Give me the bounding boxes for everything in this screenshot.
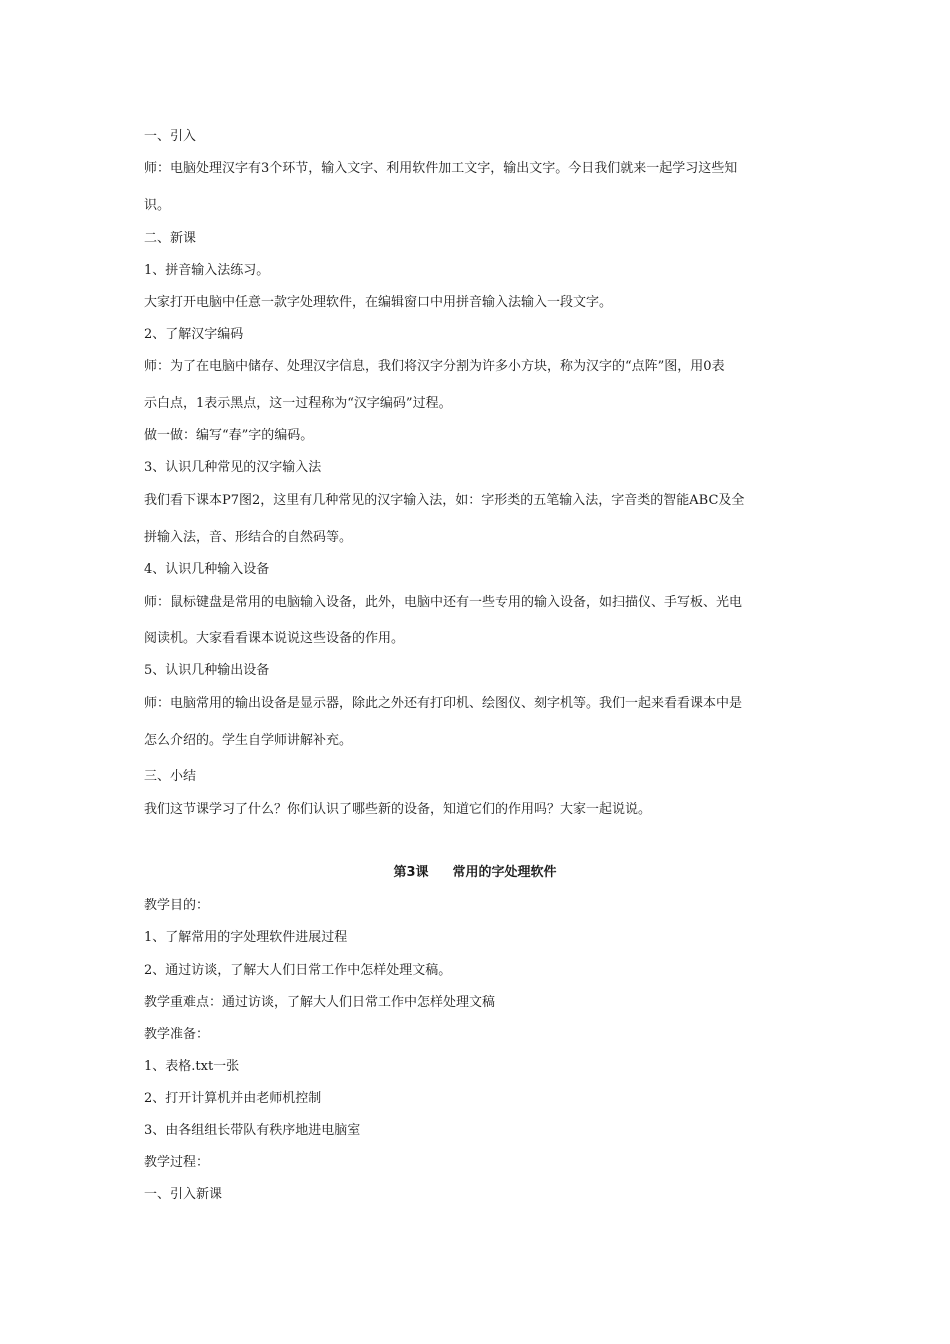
paragraph-line: 怎么介绍的。学生自学师讲解补充。: [144, 733, 353, 748]
paragraph-line: 拼输入法，音、形结合的自然码等。: [144, 530, 353, 545]
list-item: 1、了解常用的字处理软件进展过程: [144, 930, 348, 945]
paragraph-line: 师：电脑常用的输出设备是显示器，除此之外还有打印机、绘图仪、刻字机等。我们一起来看看课本中是: [144, 696, 743, 711]
section-heading-summary: 三、小结: [144, 769, 197, 784]
paragraph-line: 示白点，1表示黑点，这一过程称为“汉字编码”过程。: [144, 396, 452, 411]
paragraph-line: 师：为了在电脑中储存、处理汉字信息，我们将汉字分割为许多小方块，称为汉字的“点阵”图，用0表: [144, 359, 725, 374]
paragraph-line: 大家打开电脑中任意一款字处理软件，在编辑窗口中用拼音输入法输入一段文字。: [144, 295, 613, 310]
paragraph-line: 我们这节课学习了什么？你们认识了哪些新的设备，知道它们的作用吗？大家一起说说。: [144, 802, 652, 817]
list-item: 1、表格.txt一张: [144, 1059, 240, 1074]
list-item: 2、打开计算机并由老师机控制: [144, 1091, 322, 1106]
subsection-heading: 4、认识几种输入设备: [144, 562, 270, 577]
paragraph-line: 做一做：编写“春”字的编码。: [144, 428, 314, 443]
section-heading-new-lesson: 二、新课: [144, 231, 197, 246]
lesson-number: 第3课: [393, 865, 429, 880]
section-heading-intro-new-lesson: 一、引入新课: [144, 1187, 223, 1202]
paragraph-line: 识。: [144, 198, 171, 213]
lesson-title: [0, 864, 950, 882]
lesson-name: 常用的字处理软件: [452, 865, 557, 880]
label-teaching-goals: 教学目的：: [144, 898, 210, 913]
subsection-heading: 2、了解汉字编码: [144, 327, 244, 342]
label-teaching-process: 教学过程：: [144, 1155, 210, 1170]
label-teaching-prep: 教学准备：: [144, 1027, 210, 1042]
paragraph-line: 师：鼠标键盘是常用的电脑输入设备，此外，电脑中还有一些专用的输入设备，如扫描仪、手写板、光电: [144, 595, 743, 610]
subsection-heading: 1、拼音输入法练习。: [144, 263, 270, 278]
key-points-line: 教学重难点：通过访谈，了解大人们日常工作中怎样处理文稿: [144, 995, 496, 1010]
paragraph-line: 阅读机。大家看看课本说说这些设备的作用。: [144, 631, 405, 646]
paragraph-line: 师：电脑处理汉字有3个环节，输入文字、利用软件加工文字，输出文字。今日我们就来一起学习这些知: [144, 161, 738, 176]
list-item: 3、由各组组长带队有秩序地进电脑室: [144, 1123, 361, 1138]
section-heading-intro: 一、引入: [144, 129, 197, 144]
subsection-heading: 3、认识几种常见的汉字输入法: [144, 460, 322, 475]
subsection-heading: 5、认识几种输出设备: [144, 663, 270, 678]
paragraph-line: 我们看下课本P7图2，这里有几种常见的汉字输入法，如：字形类的五笔输入法，字音类的智能ABC及全: [144, 493, 745, 508]
list-item: 2、通过访谈，了解大人们日常工作中怎样处理文稿。: [144, 963, 452, 978]
